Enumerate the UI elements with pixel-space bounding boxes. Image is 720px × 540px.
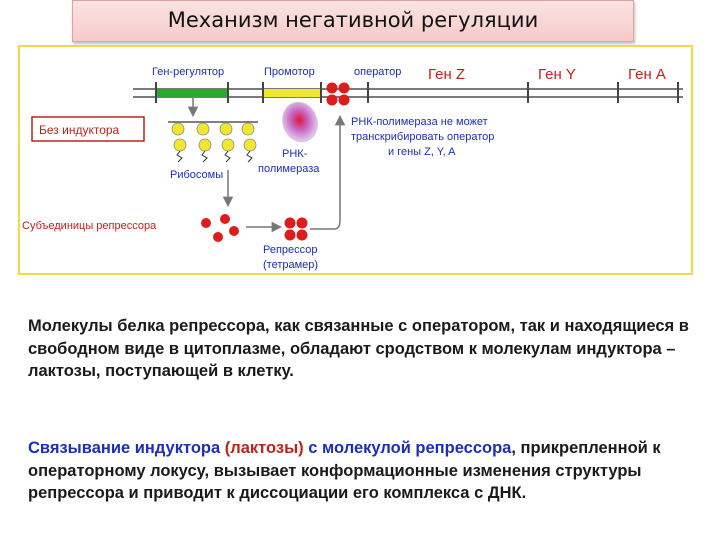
lac-operon-diagram xyxy=(18,45,693,275)
ribosomes-label: Рибосомы xyxy=(170,169,224,181)
rnap-label-line1: РНК- xyxy=(282,148,308,160)
paragraph-repressor-affinity: Молекулы белка репрессора, как связанные с оператором, так и находящиеся в свободном виде в цитоплазме, обладают сродством к молекулам индуктора – лактозы, поступающей в клетку. xyxy=(28,317,689,380)
paragraph-inducer-binding xyxy=(28,437,698,505)
gene-z-label: Ген Z xyxy=(428,66,466,83)
repressor-subunits-label: Субъединицы репрессора xyxy=(22,220,157,232)
rnap-note-line1: РНК-полимераза не может xyxy=(351,116,488,128)
rnap-note-line2: транскрибировать оператор xyxy=(351,131,495,143)
regulator-gene-segment xyxy=(156,89,228,97)
paragraph2-part2: (лактозы) xyxy=(224,439,304,457)
gene-a-label: Ген A xyxy=(628,66,666,83)
regulator-gene-label: Ген-регулятор xyxy=(152,66,225,78)
rnap-label-line2: полимераза xyxy=(258,163,320,175)
paragraph2-part3: с молекулой репрессора xyxy=(303,439,512,457)
gene-y-label: Ген Y xyxy=(538,66,576,83)
operator-label: оператор xyxy=(354,66,402,78)
paragraph2-part4: , прикрепленной к операторному локусу, вызывает конформационные изменения структуры репрессора и приводит к диссоциации его комплекса с ДНК. xyxy=(28,439,661,502)
paragraph2-part1: Связывание индуктора xyxy=(28,439,225,457)
page-title: Механизм негативной регуляции xyxy=(167,8,539,32)
promoter-label: Промотор xyxy=(264,66,315,78)
title-banner xyxy=(72,0,634,42)
diagram-frame xyxy=(19,46,692,274)
rnap-note-line3: и гены Z, Y, A xyxy=(388,146,456,158)
promoter-segment xyxy=(263,89,321,97)
repressor-label-line2: (тетрамер) xyxy=(263,259,319,271)
repressor-label-line1: Репрессор xyxy=(263,244,318,256)
no-inducer-label: Без индуктора xyxy=(39,123,120,137)
